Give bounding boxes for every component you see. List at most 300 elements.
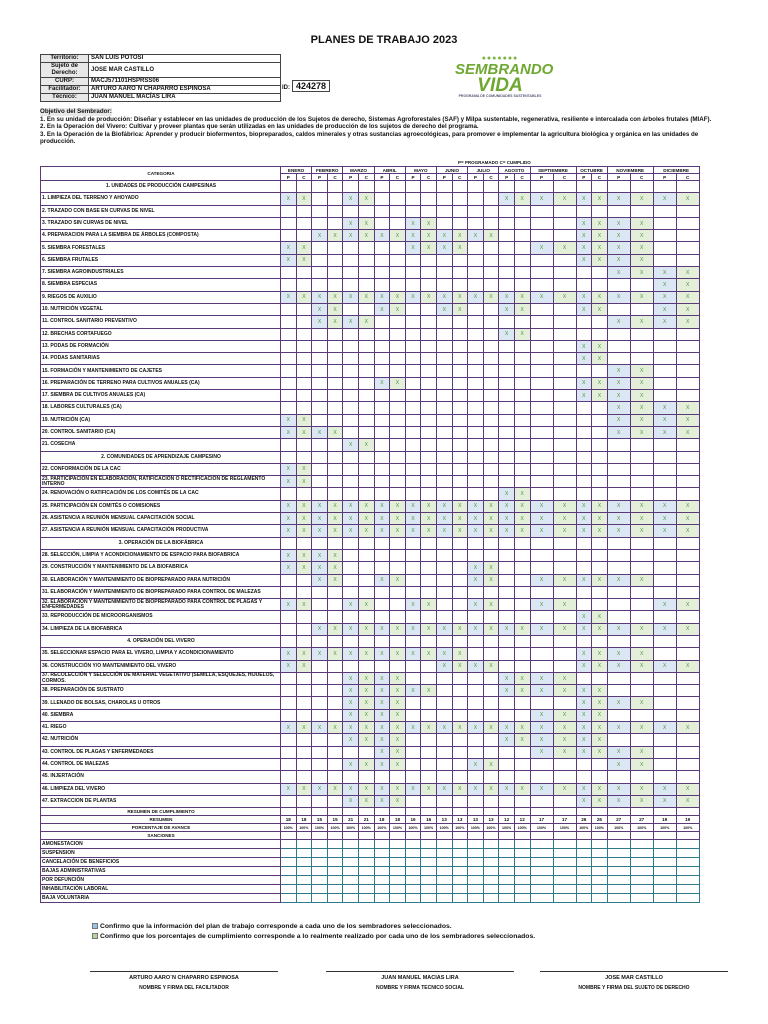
mark-cell[interactable]: X <box>405 599 421 611</box>
mark-cell[interactable]: X <box>281 660 297 672</box>
grid-cell[interactable] <box>390 549 406 561</box>
grid-cell[interactable] <box>676 746 699 758</box>
mark-cell[interactable]: X <box>653 414 676 426</box>
grid-cell[interactable] <box>390 353 406 365</box>
grid-cell[interactable] <box>358 340 374 352</box>
mark-cell[interactable]: X <box>576 697 592 709</box>
mark-cell[interactable]: X <box>676 623 699 635</box>
grid-cell[interactable] <box>343 586 359 598</box>
mark-cell[interactable]: X <box>499 734 515 746</box>
grid-cell[interactable] <box>405 876 421 885</box>
grid-cell[interactable] <box>530 758 553 770</box>
mark-cell[interactable]: X <box>343 193 359 205</box>
grid-cell[interactable] <box>390 340 406 352</box>
mark-cell[interactable]: X <box>374 758 390 770</box>
grid-cell[interactable] <box>630 439 653 451</box>
grid-cell[interactable] <box>374 340 390 352</box>
grid-cell[interactable] <box>405 402 421 414</box>
grid-cell[interactable] <box>452 697 468 709</box>
grid-cell[interactable] <box>530 660 553 672</box>
mark-cell[interactable]: X <box>358 795 374 807</box>
grid-cell[interactable] <box>312 611 328 623</box>
grid-cell[interactable] <box>421 611 437 623</box>
grid-cell[interactable] <box>483 242 499 254</box>
mark-cell[interactable]: X <box>676 291 699 303</box>
grid-cell[interactable] <box>553 648 576 660</box>
grid-cell[interactable] <box>421 205 437 217</box>
mark-cell[interactable]: X <box>607 291 630 303</box>
mark-cell[interactable]: X <box>436 783 452 795</box>
grid-cell[interactable] <box>468 316 484 328</box>
grid-cell[interactable] <box>553 758 576 770</box>
grid-cell[interactable] <box>452 402 468 414</box>
mark-cell[interactable]: X <box>421 722 437 734</box>
grid-cell[interactable] <box>358 885 374 894</box>
grid-cell[interactable] <box>436 849 452 858</box>
grid-cell[interactable] <box>421 279 437 291</box>
grid-cell[interactable] <box>530 414 553 426</box>
mark-cell[interactable]: X <box>390 746 406 758</box>
grid-cell[interactable] <box>483 586 499 598</box>
grid-cell[interactable] <box>358 377 374 389</box>
grid-cell[interactable] <box>343 746 359 758</box>
grid-cell[interactable] <box>343 549 359 561</box>
grid-cell[interactable] <box>676 685 699 697</box>
mark-cell[interactable]: X <box>343 316 359 328</box>
grid-cell[interactable] <box>281 365 297 377</box>
grid-cell[interactable] <box>553 267 576 279</box>
grid-cell[interactable] <box>312 488 328 500</box>
grid-cell[interactable] <box>452 476 468 488</box>
grid-cell[interactable] <box>630 849 653 858</box>
grid-cell[interactable] <box>281 849 297 858</box>
grid-cell[interactable] <box>553 414 576 426</box>
grid-cell[interactable] <box>607 672 630 684</box>
grid-cell[interactable] <box>358 463 374 475</box>
grid-cell[interactable] <box>312 205 328 217</box>
grid-cell[interactable] <box>374 242 390 254</box>
mark-cell[interactable]: X <box>676 414 699 426</box>
mark-cell[interactable]: X <box>483 722 499 734</box>
grid-cell[interactable] <box>468 365 484 377</box>
mark-cell[interactable]: X <box>374 230 390 242</box>
grid-cell[interactable] <box>436 858 452 867</box>
mark-cell[interactable]: X <box>358 783 374 795</box>
grid-cell[interactable] <box>327 885 343 894</box>
grid-cell[interactable] <box>653 709 676 721</box>
grid-cell[interactable] <box>436 574 452 586</box>
grid-cell[interactable] <box>653 840 676 849</box>
mark-cell[interactable]: X <box>343 783 359 795</box>
grid-cell[interactable] <box>296 303 312 315</box>
mark-cell[interactable]: X <box>676 599 699 611</box>
grid-cell[interactable] <box>421 697 437 709</box>
grid-cell[interactable] <box>630 353 653 365</box>
grid-cell[interactable] <box>676 463 699 475</box>
grid-cell[interactable] <box>514 858 530 867</box>
mark-cell[interactable]: X <box>576 611 592 623</box>
mark-cell[interactable]: X <box>374 783 390 795</box>
grid-cell[interactable] <box>390 267 406 279</box>
grid-cell[interactable] <box>390 254 406 266</box>
grid-cell[interactable] <box>358 867 374 876</box>
grid-cell[interactable] <box>676 390 699 402</box>
grid-cell[interactable] <box>514 279 530 291</box>
mark-cell[interactable]: X <box>312 291 328 303</box>
mark-cell[interactable]: X <box>436 660 452 672</box>
grid-cell[interactable] <box>296 876 312 885</box>
grid-cell[interactable] <box>483 771 499 783</box>
mark-cell[interactable]: X <box>343 230 359 242</box>
grid-cell[interactable] <box>514 230 530 242</box>
grid-cell[interactable] <box>281 340 297 352</box>
mark-cell[interactable]: X <box>592 193 608 205</box>
grid-cell[interactable] <box>553 876 576 885</box>
grid-cell[interactable] <box>390 242 406 254</box>
mark-cell[interactable]: X <box>327 303 343 315</box>
mark-cell[interactable]: X <box>390 722 406 734</box>
grid-cell[interactable] <box>592 476 608 488</box>
grid-cell[interactable] <box>514 217 530 229</box>
grid-cell[interactable] <box>312 279 328 291</box>
grid-cell[interactable] <box>530 267 553 279</box>
mark-cell[interactable]: X <box>553 500 576 512</box>
grid-cell[interactable] <box>676 858 699 867</box>
grid-cell[interactable] <box>358 279 374 291</box>
grid-cell[interactable] <box>312 876 328 885</box>
mark-cell[interactable]: X <box>530 685 553 697</box>
grid-cell[interactable] <box>514 353 530 365</box>
grid-cell[interactable] <box>281 316 297 328</box>
grid-cell[interactable] <box>592 549 608 561</box>
grid-cell[interactable] <box>312 795 328 807</box>
grid-cell[interactable] <box>452 758 468 770</box>
grid-cell[interactable] <box>358 574 374 586</box>
grid-cell[interactable] <box>374 205 390 217</box>
grid-cell[interactable] <box>592 414 608 426</box>
grid-cell[interactable] <box>592 426 608 438</box>
mark-cell[interactable]: X <box>296 414 312 426</box>
mark-cell[interactable]: X <box>390 648 406 660</box>
grid-cell[interactable] <box>576 439 592 451</box>
mark-cell[interactable]: X <box>374 291 390 303</box>
grid-cell[interactable] <box>676 672 699 684</box>
grid-cell[interactable] <box>468 648 484 660</box>
grid-cell[interactable] <box>374 316 390 328</box>
grid-cell[interactable] <box>592 599 608 611</box>
grid-cell[interactable] <box>630 463 653 475</box>
mark-cell[interactable]: X <box>296 562 312 574</box>
grid-cell[interactable] <box>405 697 421 709</box>
mark-cell[interactable]: X <box>499 672 515 684</box>
grid-cell[interactable] <box>390 476 406 488</box>
grid-cell[interactable] <box>468 303 484 315</box>
grid-cell[interactable] <box>468 217 484 229</box>
mark-cell[interactable]: X <box>514 685 530 697</box>
mark-cell[interactable]: X <box>436 230 452 242</box>
mark-cell[interactable]: X <box>358 291 374 303</box>
grid-cell[interactable] <box>514 840 530 849</box>
grid-cell[interactable] <box>312 771 328 783</box>
grid-cell[interactable] <box>592 849 608 858</box>
grid-cell[interactable] <box>468 746 484 758</box>
grid-cell[interactable] <box>653 697 676 709</box>
mark-cell[interactable]: X <box>592 734 608 746</box>
grid-cell[interactable] <box>343 876 359 885</box>
mark-cell[interactable]: X <box>676 722 699 734</box>
grid-cell[interactable] <box>530 230 553 242</box>
mark-cell[interactable]: X <box>530 722 553 734</box>
mark-cell[interactable]: X <box>607 242 630 254</box>
grid-cell[interactable] <box>374 586 390 598</box>
mark-cell[interactable]: X <box>390 291 406 303</box>
grid-cell[interactable] <box>436 734 452 746</box>
mark-cell[interactable]: X <box>343 709 359 721</box>
grid-cell[interactable] <box>452 599 468 611</box>
grid-cell[interactable] <box>553 377 576 389</box>
grid-cell[interactable] <box>312 685 328 697</box>
mark-cell[interactable]: X <box>630 254 653 266</box>
grid-cell[interactable] <box>296 697 312 709</box>
mark-cell[interactable]: X <box>452 660 468 672</box>
grid-cell[interactable] <box>483 734 499 746</box>
grid-cell[interactable] <box>630 672 653 684</box>
grid-cell[interactable] <box>281 353 297 365</box>
grid-cell[interactable] <box>312 885 328 894</box>
grid-cell[interactable] <box>374 562 390 574</box>
mark-cell[interactable]: X <box>358 672 374 684</box>
grid-cell[interactable] <box>436 685 452 697</box>
grid-cell[interactable] <box>576 758 592 770</box>
grid-cell[interactable] <box>530 648 553 660</box>
grid-cell[interactable] <box>514 795 530 807</box>
mark-cell[interactable]: X <box>592 340 608 352</box>
mark-cell[interactable]: X <box>592 648 608 660</box>
mark-cell[interactable]: X <box>576 795 592 807</box>
mark-cell[interactable]: X <box>553 623 576 635</box>
mark-cell[interactable]: X <box>468 500 484 512</box>
grid-cell[interactable] <box>676 586 699 598</box>
grid-cell[interactable] <box>653 217 676 229</box>
grid-cell[interactable] <box>576 849 592 858</box>
grid-cell[interactable] <box>358 476 374 488</box>
grid-cell[interactable] <box>676 709 699 721</box>
mark-cell[interactable]: X <box>358 525 374 537</box>
grid-cell[interactable] <box>358 586 374 598</box>
grid-cell[interactable] <box>436 746 452 758</box>
mark-cell[interactable]: X <box>576 193 592 205</box>
mark-cell[interactable]: X <box>630 230 653 242</box>
grid-cell[interactable] <box>514 758 530 770</box>
grid-cell[interactable] <box>421 328 437 340</box>
grid-cell[interactable] <box>421 340 437 352</box>
grid-cell[interactable] <box>281 303 297 315</box>
grid-cell[interactable] <box>405 328 421 340</box>
mark-cell[interactable]: X <box>296 660 312 672</box>
grid-cell[interactable] <box>592 316 608 328</box>
grid-cell[interactable] <box>676 611 699 623</box>
mark-cell[interactable]: X <box>343 623 359 635</box>
grid-cell[interactable] <box>343 660 359 672</box>
grid-cell[interactable] <box>553 795 576 807</box>
grid-cell[interactable] <box>281 328 297 340</box>
mark-cell[interactable]: X <box>390 513 406 525</box>
grid-cell[interactable] <box>630 894 653 903</box>
checkbox-icon[interactable] <box>92 923 98 929</box>
mark-cell[interactable]: X <box>530 525 553 537</box>
grid-cell[interactable] <box>327 488 343 500</box>
grid-cell[interactable] <box>607 353 630 365</box>
grid-cell[interactable] <box>374 549 390 561</box>
mark-cell[interactable]: X <box>374 648 390 660</box>
grid-cell[interactable] <box>530 426 553 438</box>
mark-cell[interactable]: X <box>653 783 676 795</box>
grid-cell[interactable] <box>312 242 328 254</box>
mark-cell[interactable]: X <box>592 574 608 586</box>
grid-cell[interactable] <box>499 340 515 352</box>
grid-cell[interactable] <box>327 660 343 672</box>
mark-cell[interactable]: X <box>468 562 484 574</box>
grid-cell[interactable] <box>630 876 653 885</box>
grid-cell[interactable] <box>327 849 343 858</box>
grid-cell[interactable] <box>405 894 421 903</box>
mark-cell[interactable]: X <box>358 217 374 229</box>
grid-cell[interactable] <box>436 476 452 488</box>
grid-cell[interactable] <box>452 734 468 746</box>
grid-cell[interactable] <box>405 840 421 849</box>
mark-cell[interactable]: X <box>452 303 468 315</box>
mark-cell[interactable]: X <box>592 685 608 697</box>
mark-cell[interactable]: X <box>358 623 374 635</box>
grid-cell[interactable] <box>374 771 390 783</box>
mark-cell[interactable]: X <box>592 390 608 402</box>
mark-cell[interactable]: X <box>514 500 530 512</box>
mark-cell[interactable]: X <box>553 242 576 254</box>
grid-cell[interactable] <box>358 858 374 867</box>
grid-cell[interactable] <box>296 611 312 623</box>
mark-cell[interactable]: X <box>468 758 484 770</box>
mark-cell[interactable]: X <box>483 660 499 672</box>
mark-cell[interactable]: X <box>312 549 328 561</box>
grid-cell[interactable] <box>553 562 576 574</box>
grid-cell[interactable] <box>374 858 390 867</box>
mark-cell[interactable]: X <box>436 500 452 512</box>
grid-cell[interactable] <box>653 242 676 254</box>
grid-cell[interactable] <box>499 279 515 291</box>
grid-cell[interactable] <box>483 439 499 451</box>
grid-cell[interactable] <box>421 549 437 561</box>
grid-cell[interactable] <box>607 709 630 721</box>
grid-cell[interactable] <box>405 746 421 758</box>
grid-cell[interactable] <box>576 599 592 611</box>
grid-cell[interactable] <box>530 876 553 885</box>
grid-cell[interactable] <box>483 328 499 340</box>
mark-cell[interactable]: X <box>312 513 328 525</box>
grid-cell[interactable] <box>312 328 328 340</box>
grid-cell[interactable] <box>653 771 676 783</box>
grid-cell[interactable] <box>483 414 499 426</box>
mark-cell[interactable]: X <box>592 513 608 525</box>
grid-cell[interactable] <box>592 463 608 475</box>
grid-cell[interactable] <box>452 463 468 475</box>
mark-cell[interactable]: X <box>452 722 468 734</box>
grid-cell[interactable] <box>553 205 576 217</box>
grid-cell[interactable] <box>296 217 312 229</box>
grid-cell[interactable] <box>390 402 406 414</box>
grid-cell[interactable] <box>468 771 484 783</box>
grid-cell[interactable] <box>452 328 468 340</box>
grid-cell[interactable] <box>296 586 312 598</box>
grid-cell[interactable] <box>436 439 452 451</box>
grid-cell[interactable] <box>327 599 343 611</box>
grid-cell[interactable] <box>405 390 421 402</box>
grid-cell[interactable] <box>281 867 297 876</box>
grid-cell[interactable] <box>358 660 374 672</box>
mark-cell[interactable]: X <box>676 660 699 672</box>
mark-cell[interactable]: X <box>421 599 437 611</box>
mark-cell[interactable]: X <box>576 709 592 721</box>
grid-cell[interactable] <box>421 858 437 867</box>
grid-cell[interactable] <box>343 840 359 849</box>
mark-cell[interactable]: X <box>607 254 630 266</box>
grid-cell[interactable] <box>436 328 452 340</box>
grid-cell[interactable] <box>592 858 608 867</box>
grid-cell[interactable] <box>676 242 699 254</box>
grid-cell[interactable] <box>468 193 484 205</box>
grid-cell[interactable] <box>452 574 468 586</box>
grid-cell[interactable] <box>630 586 653 598</box>
mark-cell[interactable]: X <box>676 525 699 537</box>
grid-cell[interactable] <box>452 353 468 365</box>
grid-cell[interactable] <box>483 279 499 291</box>
grid-cell[interactable] <box>327 758 343 770</box>
grid-cell[interactable] <box>576 463 592 475</box>
grid-cell[interactable] <box>499 611 515 623</box>
grid-cell[interactable] <box>514 242 530 254</box>
grid-cell[interactable] <box>530 328 553 340</box>
grid-cell[interactable] <box>499 254 515 266</box>
grid-cell[interactable] <box>296 279 312 291</box>
grid-cell[interactable] <box>630 328 653 340</box>
grid-cell[interactable] <box>327 894 343 903</box>
grid-cell[interactable] <box>676 205 699 217</box>
grid-cell[interactable] <box>436 562 452 574</box>
grid-cell[interactable] <box>296 746 312 758</box>
grid-cell[interactable] <box>468 205 484 217</box>
grid-cell[interactable] <box>607 858 630 867</box>
grid-cell[interactable] <box>421 660 437 672</box>
mark-cell[interactable]: X <box>530 783 553 795</box>
grid-cell[interactable] <box>514 377 530 389</box>
grid-cell[interactable] <box>499 840 515 849</box>
grid-cell[interactable] <box>281 894 297 903</box>
mark-cell[interactable]: X <box>607 697 630 709</box>
grid-cell[interactable] <box>607 586 630 598</box>
mark-cell[interactable]: X <box>592 697 608 709</box>
grid-cell[interactable] <box>281 267 297 279</box>
mark-cell[interactable]: X <box>592 722 608 734</box>
grid-cell[interactable] <box>676 377 699 389</box>
grid-cell[interactable] <box>312 894 328 903</box>
grid-cell[interactable] <box>514 611 530 623</box>
grid-cell[interactable] <box>653 562 676 574</box>
mark-cell[interactable]: X <box>653 500 676 512</box>
grid-cell[interactable] <box>452 267 468 279</box>
mark-cell[interactable]: X <box>390 734 406 746</box>
grid-cell[interactable] <box>405 549 421 561</box>
grid-cell[interactable] <box>514 205 530 217</box>
grid-cell[interactable] <box>607 894 630 903</box>
